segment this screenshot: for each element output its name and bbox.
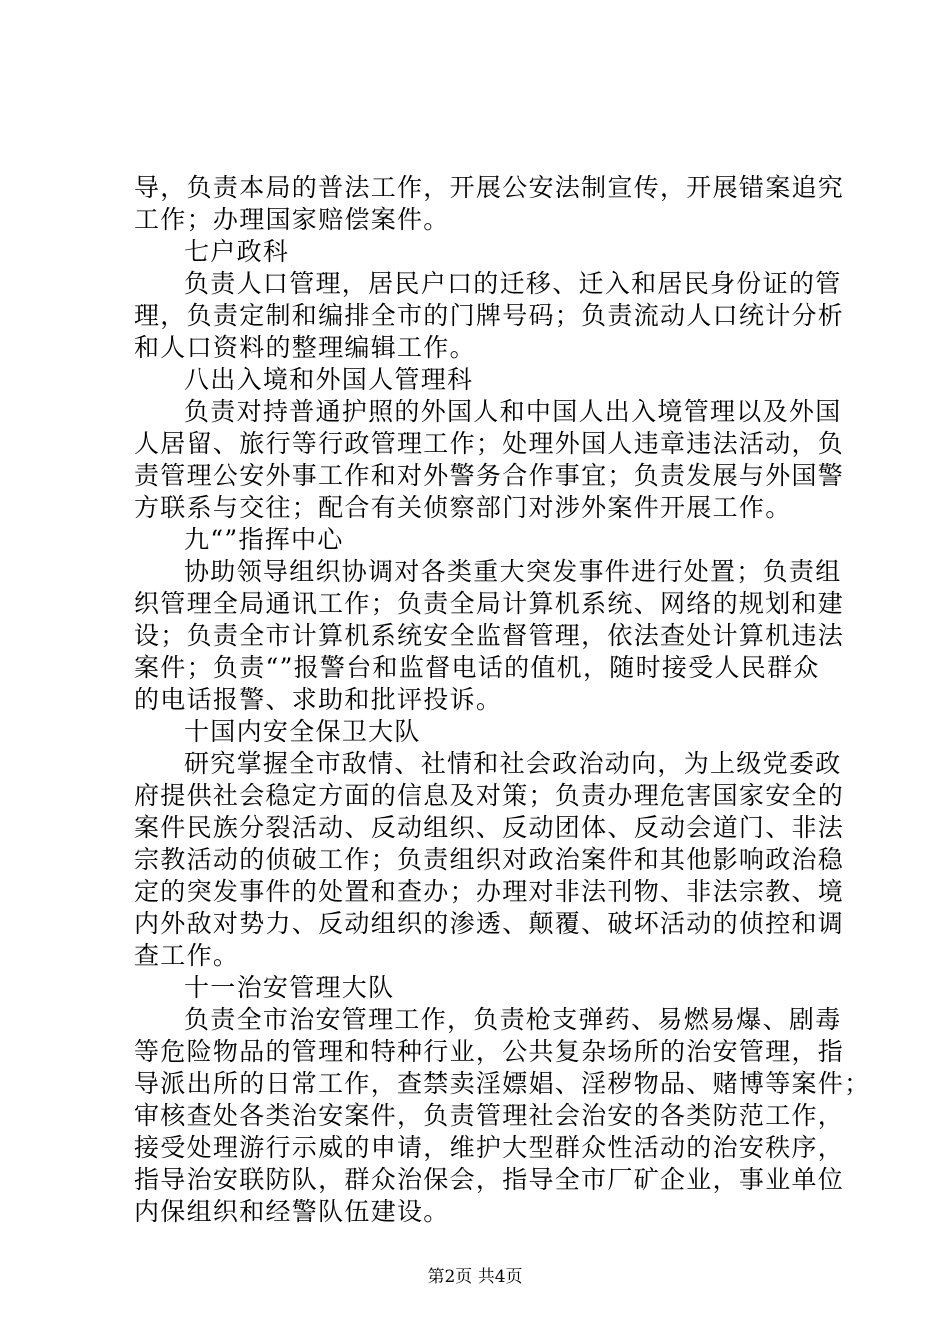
text-line: 案件民族分裂活动、反动组织、反动团体、反动会道门、非法 [134, 813, 845, 842]
text-line: 设；负责全市计算机系统安全监督管理，依法查处计算机违法 [134, 621, 845, 650]
section-heading-guonei: 十国内安全保卫大队 [184, 717, 421, 746]
text-line: 内保组织和经警队伍建设。 [134, 1197, 450, 1226]
text-line: 导，负责本局的普法工作，开展公安法制宣传，开展错案追究 [134, 173, 845, 202]
text-line: 审核查处各类治安案件，负责管理社会治安的各类防范工作， [134, 1101, 845, 1130]
text-line: 宗教活动的侦破工作；负责组织对政治案件和其他影响政治稳 [134, 845, 845, 874]
text-line: 定的突发事件的处置和查办；办理对非法刊物、非法宗教、境 [134, 877, 845, 906]
text-line: 责管理公安外事工作和对外警务合作事宜；负责发展与外国警 [134, 461, 845, 490]
text-line: 查工作。 [134, 941, 240, 970]
section-heading-zhian: 十一治安管理大队 [184, 973, 395, 1002]
text-line: 内外敌对势力、反动组织的渗透、颠覆、破坏活动的侦控和调 [134, 909, 845, 938]
text-line: 负责人口管理，居民户口的迁移、迁入和居民身份证的管 [184, 269, 842, 298]
text-line: 指导治安联防队，群众治保会，指导全市厂矿企业，事业单位 [134, 1165, 845, 1194]
text-line: 研究掌握全市敌情、社情和社会政治动向，为上级党委政 [184, 749, 842, 778]
text-line: 案件；负责“”报警台和监督电话的值机，随时接受人民群众 [134, 653, 820, 682]
text-line: 负责全市治安管理工作，负责枪支弹药、易燃易爆、剧毒 [184, 1005, 842, 1034]
text-line: 和人口资料的整理编辑工作。 [134, 333, 476, 362]
text-line: 理，负责定制和编排全市的门牌号码；负责流动人口统计分析 [134, 301, 845, 330]
section-heading-huzheng: 七户政科 [184, 237, 290, 266]
text-line: 等危险物品的管理和特种行业，公共复杂场所的治安管理，指 [134, 1037, 845, 1066]
text-line: 方联系与交往；配合有关侦察部门对涉外案件开展工作。 [134, 493, 792, 522]
page-number: 第2页 共4页 [427, 1267, 523, 1287]
document-body [134, 172, 871, 1228]
text-line: 织管理全局通讯工作；负责全局计算机系统、网络的规划和建 [134, 589, 845, 618]
text-line: 接受处理游行示威的申请，维护大型群众性活动的治安秩序， [134, 1133, 845, 1162]
text-line: 负责对持普通护照的外国人和中国人出入境管理以及外国 [184, 397, 842, 426]
text-line: 工作；办理国家赔偿案件。 [134, 205, 450, 234]
text-line: 协助领导组织协调对各类重大突发事件进行处置；负责组 [184, 557, 842, 586]
text-line: 的电话报警、求助和批评投诉。 [134, 685, 503, 714]
text-line: 人居留、旅行等行政管理工作；处理外国人违章违法活动，负 [134, 429, 845, 458]
section-heading-zhihui: 九“”指挥中心 [184, 525, 344, 554]
section-heading-churujing: 八出入境和外国人管理科 [184, 365, 474, 394]
text-line: 导派出所的日常工作，查禁卖淫嫖娼、淫秽物品、赌博等案件； [134, 1069, 871, 1098]
text-line: 府提供社会稳定方面的信息及对策；负责办理危害国家安全的 [134, 781, 845, 810]
page-footer [0, 1266, 950, 1288]
